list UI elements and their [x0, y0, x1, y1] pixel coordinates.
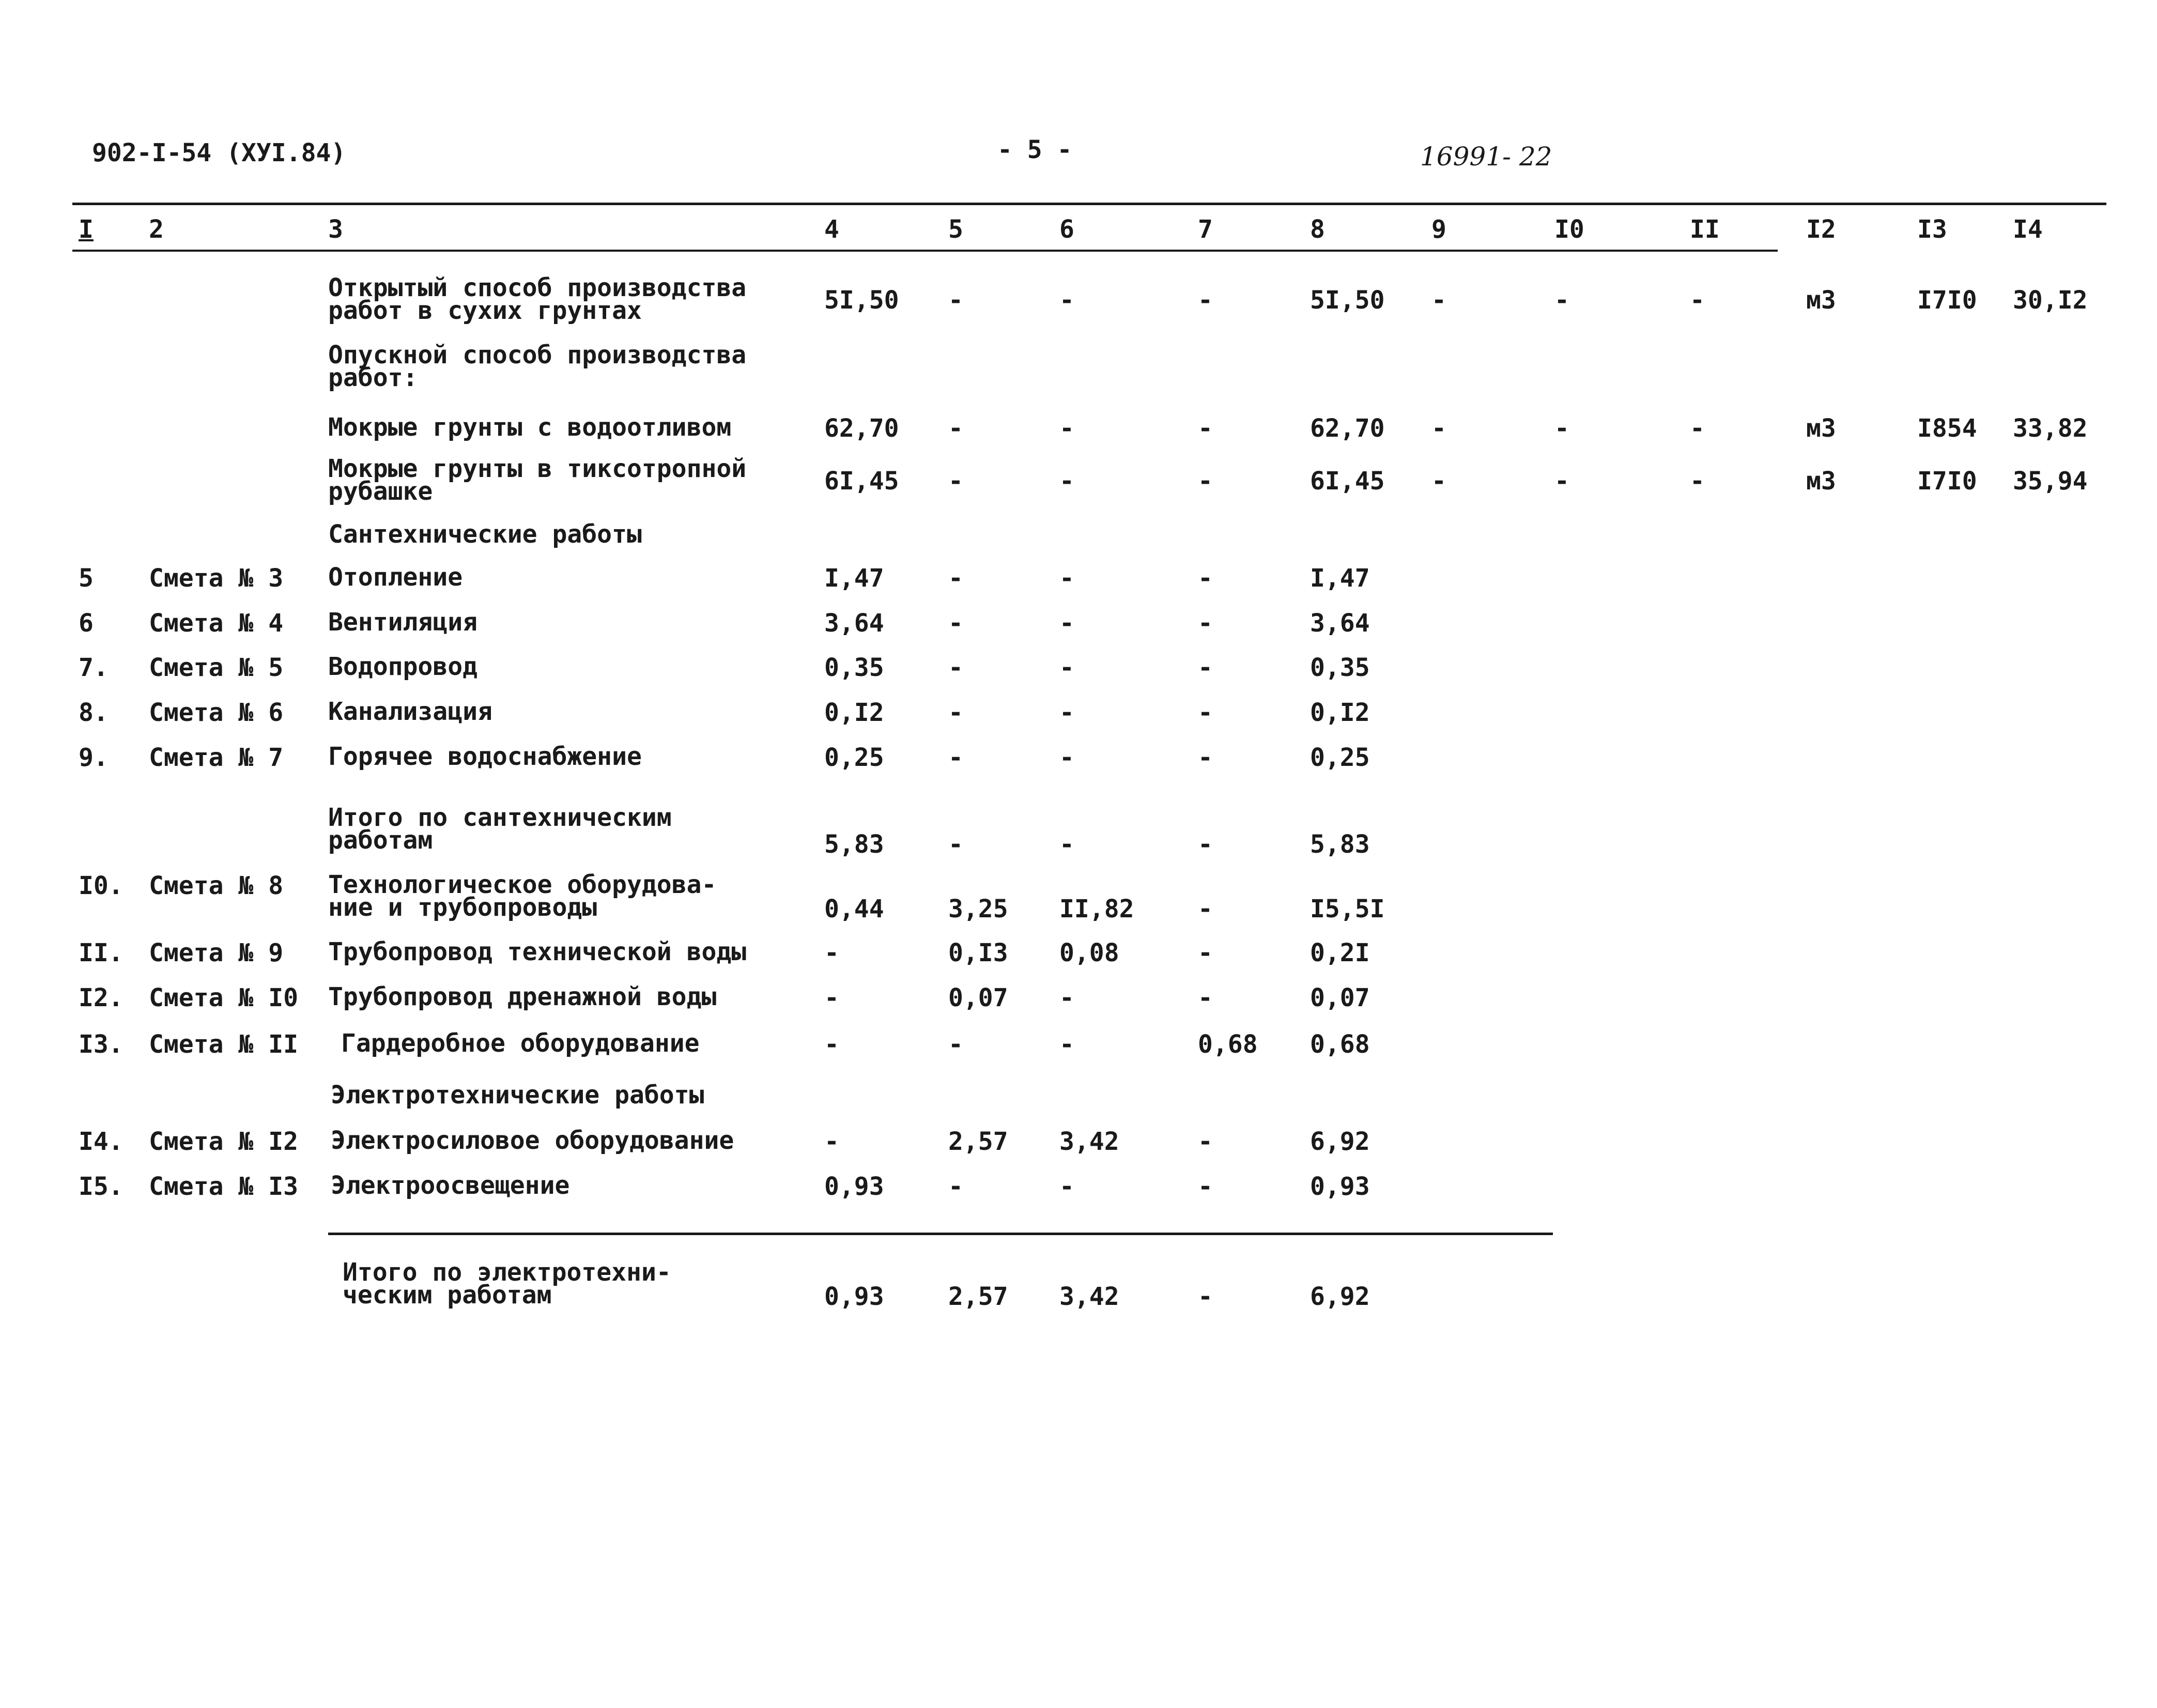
value-cell-col-4: -	[824, 938, 839, 967]
work-name-cell: Сантехнические работы	[328, 520, 642, 549]
work-name-cell: Канализация	[328, 697, 492, 726]
value-cell-col-6: II,82	[1059, 895, 1134, 924]
value-cell-col-8: 0,93	[1310, 1172, 1370, 1201]
estimate-ref-cell: Смета № I3	[149, 1172, 298, 1201]
value-cell-col-4: 0,93	[824, 1172, 884, 1201]
estimate-ref-cell: Смета № 7	[149, 743, 284, 772]
column-header-5: 5	[948, 215, 963, 244]
value-cell-col-12: м3	[1806, 414, 1836, 443]
value-cell-col-5: 0,07	[948, 983, 1008, 1012]
value-cell-col-8: 0,I2	[1310, 698, 1370, 727]
row-number-cell: I0.	[79, 871, 124, 900]
estimate-ref-cell: Смета № I0	[149, 983, 298, 1012]
value-cell-col-7: -	[1198, 698, 1213, 727]
value-cell-col-8: 0,68	[1310, 1030, 1370, 1059]
column-header-12: I2	[1806, 215, 1836, 244]
value-cell-col-5: -	[948, 743, 963, 772]
value-cell-col-4: 5,83	[824, 830, 884, 859]
value-cell-col-7: -	[1198, 983, 1213, 1012]
value-cell-col-6: -	[1059, 983, 1074, 1012]
value-cell-col-4: -	[824, 1127, 839, 1156]
column-header-3: 3	[328, 215, 343, 244]
value-cell-col-8: 6,92	[1310, 1127, 1370, 1156]
value-cell-col-5: 2,57	[948, 1282, 1008, 1311]
work-name-cell: Открытый способ производства работ в сухих грунтах	[328, 273, 747, 326]
value-cell-col-6: -	[1059, 467, 1074, 496]
value-cell-col-7: -	[1198, 564, 1213, 593]
total-separator-line	[328, 1233, 1553, 1235]
value-cell-col-9: -	[1431, 286, 1446, 315]
value-cell-col-7: -	[1198, 743, 1213, 772]
work-name-cell: Отопление	[328, 563, 463, 592]
value-cell-col-4: 0,35	[824, 653, 884, 682]
value-cell-col-6: -	[1059, 653, 1074, 682]
value-cell-col-8: 3,64	[1310, 609, 1370, 638]
work-name-cell: Электротехнические работы	[331, 1081, 704, 1110]
value-cell-col-4: 0,25	[824, 743, 884, 772]
work-name-cell: Гардеробное оборудование	[341, 1029, 700, 1058]
value-cell-col-5: -	[948, 1030, 963, 1059]
row-number-cell: 8.	[79, 698, 109, 727]
value-cell-col-4: 3,64	[824, 609, 884, 638]
work-name-cell: Мокрые грунты с водоотливом	[328, 413, 732, 442]
value-cell-col-13: I7I0	[1917, 286, 1977, 315]
column-header-7: 7	[1198, 215, 1213, 244]
value-cell-col-12: м3	[1806, 467, 1836, 496]
value-cell-col-11: -	[1690, 467, 1705, 496]
column-header-11: II	[1690, 215, 1720, 244]
value-cell-col-6: -	[1059, 286, 1074, 315]
value-cell-col-4: -	[824, 983, 839, 1012]
value-cell-col-6: -	[1059, 1172, 1074, 1201]
column-header-9: 9	[1431, 215, 1446, 244]
work-name-cell: Итого по электротехни- ческим работам	[343, 1258, 671, 1310]
header-bottom-rule	[72, 250, 1778, 252]
value-cell-col-7: -	[1198, 895, 1213, 924]
estimate-ref-cell: Смета № 8	[149, 871, 284, 900]
value-cell-col-7: -	[1198, 1282, 1213, 1311]
estimate-ref-cell: Смета № II	[149, 1030, 298, 1059]
value-cell-col-10: -	[1554, 467, 1569, 496]
value-cell-col-4: 0,44	[824, 895, 884, 924]
value-cell-col-4: 62,70	[824, 414, 899, 443]
column-header-14: I4	[2013, 215, 2043, 244]
row-number-cell: 5	[79, 564, 94, 593]
value-cell-col-5: -	[948, 414, 963, 443]
value-cell-col-7: -	[1198, 830, 1213, 859]
value-cell-col-4: 6I,45	[824, 467, 899, 496]
row-number-cell: I5.	[79, 1172, 124, 1201]
work-name-cell: Трубопровод дренажной воды	[328, 982, 717, 1011]
estimate-ref-cell: Смета № 9	[149, 938, 284, 967]
value-cell-col-8: 0,35	[1310, 653, 1370, 682]
work-name-cell: Электроосвещение	[331, 1171, 570, 1200]
value-cell-col-5: -	[948, 1172, 963, 1201]
row-number-cell: 9.	[79, 743, 109, 772]
column-header-4: 4	[824, 215, 839, 244]
column-header-13: I3	[1917, 215, 1947, 244]
estimate-ref-cell: Смета № 6	[149, 698, 284, 727]
value-cell-col-8: 0,2I	[1310, 938, 1370, 967]
row-number-cell: 6	[79, 609, 94, 638]
value-cell-col-8: 62,70	[1310, 414, 1385, 443]
column-header-1: I	[79, 215, 94, 244]
value-cell-col-5: -	[948, 467, 963, 496]
page-number: - 5 -	[997, 135, 1072, 164]
row-number-cell: I3.	[79, 1030, 124, 1059]
value-cell-col-10: -	[1554, 414, 1569, 443]
value-cell-col-4: -	[824, 1030, 839, 1059]
row-number-cell: I2.	[79, 983, 124, 1012]
work-name-cell: Горячее водоснабжение	[328, 742, 642, 771]
value-cell-col-7: -	[1198, 1172, 1213, 1201]
value-cell-col-6: 3,42	[1059, 1127, 1119, 1156]
value-cell-col-5: 3,25	[948, 895, 1008, 924]
value-cell-col-8: 6,92	[1310, 1282, 1370, 1311]
value-cell-col-8: 6I,45	[1310, 467, 1385, 496]
value-cell-col-11: -	[1690, 286, 1705, 315]
value-cell-col-6: 3,42	[1059, 1282, 1119, 1311]
estimate-ref-cell: Смета № 3	[149, 564, 284, 593]
value-cell-col-4: 5I,50	[824, 286, 899, 315]
value-cell-col-6: 0,08	[1059, 938, 1119, 967]
value-cell-col-8: I,47	[1310, 564, 1370, 593]
work-name-cell: Технологическое оборудова- ние и трубопроводы	[328, 870, 717, 922]
value-cell-col-11: -	[1690, 414, 1705, 443]
value-cell-col-8: 0,25	[1310, 743, 1370, 772]
value-cell-col-6: -	[1059, 414, 1074, 443]
value-cell-col-12: м3	[1806, 286, 1836, 315]
value-cell-col-7: -	[1198, 414, 1213, 443]
value-cell-col-6: -	[1059, 698, 1074, 727]
value-cell-col-6: -	[1059, 564, 1074, 593]
value-cell-col-8: 0,07	[1310, 983, 1370, 1012]
work-name-cell: Водопровод	[328, 652, 477, 681]
value-cell-col-5: -	[948, 609, 963, 638]
value-cell-col-7: -	[1198, 609, 1213, 638]
value-cell-col-10: -	[1554, 286, 1569, 315]
work-name-cell: Электросиловое оборудование	[331, 1126, 734, 1155]
work-name-cell: Вентиляция	[328, 608, 477, 637]
estimate-ref-cell: Смета № 5	[149, 653, 284, 682]
column-header-10: I0	[1554, 215, 1584, 244]
value-cell-col-13: I854	[1917, 414, 1977, 443]
column-header-8: 8	[1310, 215, 1325, 244]
row-number-cell: II.	[79, 938, 124, 967]
value-cell-col-14: 30,I2	[2013, 286, 2088, 315]
value-cell-col-8: 5I,50	[1310, 286, 1385, 315]
value-cell-col-4: I,47	[824, 564, 884, 593]
estimate-ref-cell: Смета № I2	[149, 1127, 298, 1156]
value-cell-col-13: I7I0	[1917, 467, 1977, 496]
row-number-cell: 7.	[79, 653, 109, 682]
value-cell-col-7: -	[1198, 653, 1213, 682]
value-cell-col-7: -	[1198, 938, 1213, 967]
value-cell-col-4: 0,93	[824, 1282, 884, 1311]
work-name-cell: Итого по сантехническим работам	[328, 803, 672, 855]
value-cell-col-5: -	[948, 653, 963, 682]
value-cell-col-5: -	[948, 564, 963, 593]
column-header-2: 2	[149, 215, 164, 244]
work-name-cell: Опускной способ производства работ:	[328, 341, 747, 393]
document-code: 902-I-54 (XУI.84)	[92, 139, 346, 167]
value-cell-col-7: -	[1198, 286, 1213, 315]
value-cell-col-9: -	[1431, 414, 1446, 443]
value-cell-col-5: -	[948, 286, 963, 315]
value-cell-col-5: -	[948, 830, 963, 859]
row-number-cell: I4.	[79, 1127, 124, 1156]
value-cell-col-6: -	[1059, 830, 1074, 859]
handwritten-code: 16991- 22	[1420, 142, 1552, 172]
estimate-ref-cell: Смета № 4	[149, 609, 284, 638]
value-cell-col-4: 0,I2	[824, 698, 884, 727]
value-cell-col-7: -	[1198, 1127, 1213, 1156]
value-cell-col-7: 0,68	[1198, 1030, 1258, 1059]
value-cell-col-6: -	[1059, 743, 1074, 772]
value-cell-col-14: 35,94	[2013, 467, 2088, 496]
value-cell-col-5: -	[948, 698, 963, 727]
work-name-cell: Трубопровод технической воды	[328, 937, 747, 966]
value-cell-col-6: -	[1059, 1030, 1074, 1059]
column-header-6: 6	[1059, 215, 1074, 244]
value-cell-col-5: 2,57	[948, 1127, 1008, 1156]
work-name-cell: Мокрые грунты в тиксотропной рубашке	[328, 454, 747, 506]
value-cell-col-5: 0,I3	[948, 938, 1008, 967]
value-cell-col-7: -	[1198, 467, 1213, 496]
value-cell-col-6: -	[1059, 609, 1074, 638]
value-cell-col-8: I5,5I	[1310, 895, 1385, 924]
header-top-rule	[72, 203, 2106, 205]
value-cell-col-8: 5,83	[1310, 830, 1370, 859]
value-cell-col-14: 33,82	[2013, 414, 2088, 443]
value-cell-col-9: -	[1431, 467, 1446, 496]
